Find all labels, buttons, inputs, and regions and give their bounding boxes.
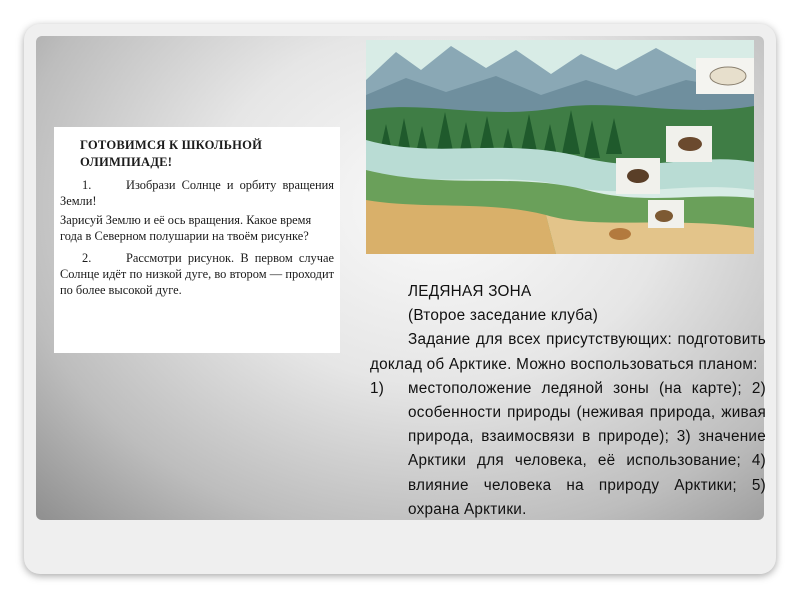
landscape-icon (366, 40, 754, 254)
task-item-1-text: Изобрази Солнце и орбиту вращения Земли! (60, 178, 334, 208)
plan-list-text: местоположение ледяной зоны (на карте); 2) особенности природы (неживая природа, живая природа, взаимосвязи в природе); 3) значение Арктики для человека, её использование; 4) влияние человека на природу Арктики; 5) охрана Арктики. (408, 379, 766, 518)
task-item-2-number: 2. (82, 251, 92, 265)
article-intro-text: Задание для всех присутствующих: подготовить доклад об Арктике. Можно воспользоваться планом: (370, 331, 766, 373)
task-title: ГОТОВИМСЯ К ШКОЛЬНОЙ ОЛИМПИАДЕ! (80, 138, 263, 169)
task-item-1 (60, 177, 334, 209)
article-intro (370, 328, 766, 376)
task-item-1-continuation: Зарисуй Землю и её ось вращения. Какое время года в Северном полушарии на твоём рисунке? (60, 213, 312, 243)
plan-list (370, 377, 766, 522)
article-heading: ЛЕДЯНАЯ ЗОНА (408, 283, 532, 300)
plan-list-marker: 1) (370, 379, 385, 397)
task-item-1-number: 1. (82, 178, 92, 192)
task-item-2 (60, 250, 334, 298)
task-item-2-text: Рассмотри рисунок. В первом случае Солнце идёт по низкой дуге, во втором — проходит по более высокой дуге. (60, 251, 334, 297)
arctic-landscape-illustration (366, 40, 754, 254)
arctic-article (370, 280, 766, 522)
olympiad-task-card (54, 127, 340, 353)
article-subheading: (Второе заседание клуба) (408, 307, 599, 325)
